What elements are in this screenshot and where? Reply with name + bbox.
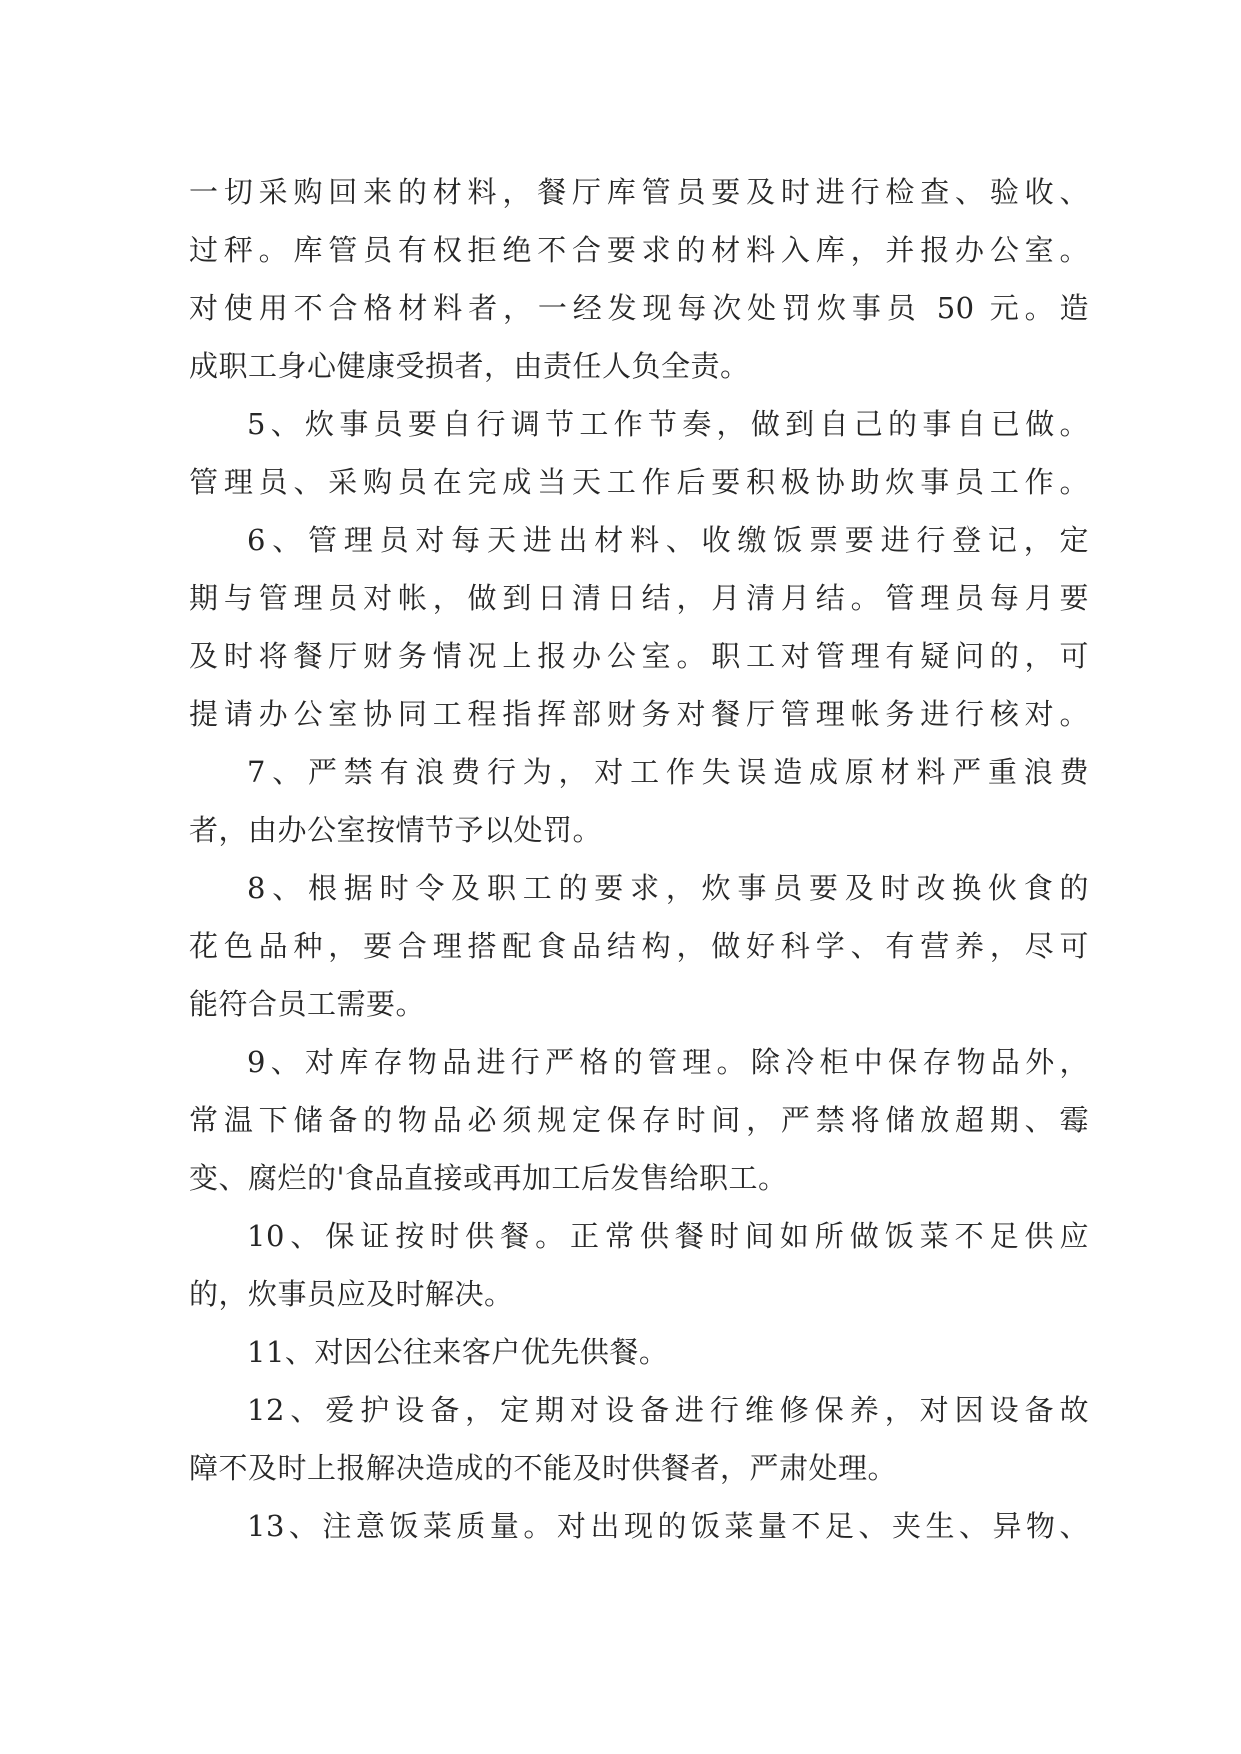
text-line: 10、保证按时供餐。正常供餐时间如所做饭菜不足供应 — [247, 1219, 1089, 1253]
text-line: 能符合员工需要。 — [189, 987, 426, 1021]
text-line: 13、注意饭菜质量。对出现的饭菜量不足、夹生、异物、 — [247, 1509, 1089, 1543]
text-line: 及时将餐厅财务情况上报办公室。职工对管理有疑问的，可 — [189, 639, 1089, 673]
text-line: 期与管理员对帐，做到日清日结，月清月结。管理员每月要 — [189, 581, 1089, 615]
text-line: 常温下储备的物品必须规定保存时间，严禁将储放超期、霉 — [189, 1103, 1089, 1137]
text-line: 者，由办公室按情节予以处罚。 — [189, 813, 603, 847]
text-line: 管理员、采购员在完成当天工作后要积极协助炊事员工作。 — [189, 465, 1089, 499]
text-line: 12、爱护设备，定期对设备进行维修保养，对因设备故 — [247, 1393, 1089, 1427]
text-line: 一切采购回来的材料，餐厅库管员要及时进行检查、验收、 — [189, 175, 1089, 209]
document-body — [189, 163, 1089, 1555]
text-line: 11、对因公往来客户优先供餐。 — [247, 1335, 669, 1369]
text-line: 提请办公室协同工程指挥部财务对餐厅管理帐务进行核对。 — [189, 697, 1089, 731]
text-line: 5、炊事员要自行调节工作节奏，做到自己的事自已做。 — [247, 407, 1089, 441]
text-line: 障不及时上报解决造成的不能及时供餐者，严肃处理。 — [189, 1451, 898, 1485]
text-line: 成职工身心健康受损者，由责任人负全责。 — [189, 349, 750, 383]
text-line: 花色品种，要合理搭配食品结构，做好科学、有营养，尽可 — [189, 929, 1089, 963]
text-line: 的，炊事员应及时解决。 — [189, 1277, 514, 1311]
text-line: 8、根据时令及职工的要求，炊事员要及时改换伙食的 — [247, 871, 1089, 905]
text-line: 7、严禁有浪费行为，对工作失误造成原材料严重浪费 — [247, 755, 1089, 789]
text-line: 变、腐烂的'食品直接或再加工后发售给职工。 — [189, 1161, 788, 1195]
text-line: 6、管理员对每天进出材料、收缴饭票要进行登记，定 — [247, 523, 1089, 557]
text-line: 9、对库存物品进行严格的管理。除冷柜中保存物品外， — [247, 1045, 1089, 1079]
text-line: 对使用不合格材料者，一经发现每次处罚炊事员 50 元。造 — [189, 291, 1089, 325]
text-line: 过秤。库管员有权拒绝不合要求的材料入库，并报办公室。 — [189, 233, 1089, 267]
